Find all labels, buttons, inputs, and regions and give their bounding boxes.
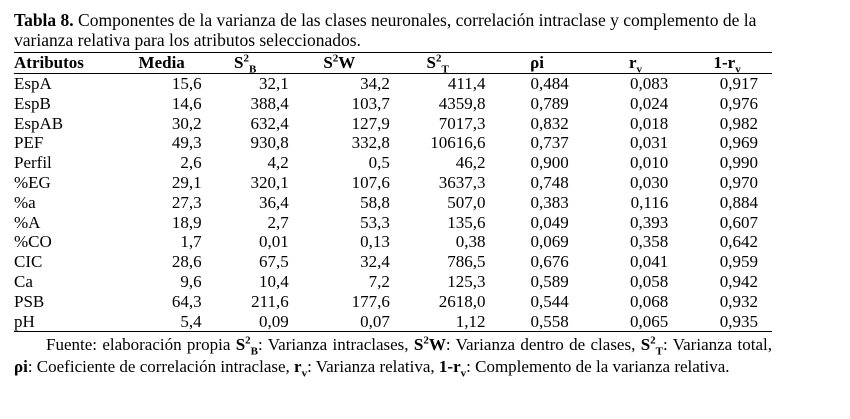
cell-media: 18,9 (171, 212, 202, 232)
header-rv: $r_v$ (628, 53, 642, 76)
cell-s2b: 32,1 (258, 74, 289, 93)
table-row (14, 94, 772, 114)
cell-s2w: 0,13 (360, 232, 390, 252)
cell-media: 64,3 (171, 291, 202, 311)
cell-rv: 0,018 (629, 113, 669, 133)
cell-s2t: 4359,8 (438, 93, 486, 113)
cell-1rv: 0,959 (719, 252, 758, 272)
cell-s2t: 0,38 (455, 232, 486, 252)
cell-rho: 0,069 (530, 232, 569, 252)
cell-s2t: 7017,3 (438, 113, 486, 133)
cell-s2b: 0,01 (258, 232, 289, 252)
cell-s2w: 53,3 (360, 212, 390, 232)
cell-s2b: 0,09 (258, 311, 289, 331)
cell-media: 49,3 (171, 133, 202, 153)
caption-label: Tabla 8. (14, 10, 74, 30)
cell-rho: 0,676 (530, 252, 569, 272)
note-1rv-text: : Complemento de la varianza relativa. (466, 357, 730, 377)
cell-s2w: 34,2 (360, 74, 390, 93)
cell-rho: 0,789 (530, 93, 569, 113)
cell-media: 5,4 (180, 311, 202, 331)
cell-1rv: 0,942 (719, 271, 758, 291)
cell-s2b: 36,4 (258, 192, 289, 212)
header-atributos: Atributos (14, 53, 84, 72)
cell-rho: 0,737 (530, 133, 569, 153)
cell-s2b: 632,4 (250, 113, 289, 133)
variance-table (14, 52, 772, 332)
cell-s2w: 58,8 (360, 192, 390, 212)
cell-atributo: %EG (14, 172, 51, 192)
cell-media: 30,2 (171, 113, 202, 133)
cell-atributo: EspAB (14, 113, 64, 133)
cell-media: 15,6 (171, 74, 202, 93)
table-row (14, 232, 772, 252)
cell-atributo: PEF (14, 133, 44, 153)
cell-rv: 0,068 (629, 291, 669, 311)
cell-rho: 0,383 (530, 192, 569, 212)
header-media: Media (138, 53, 185, 72)
note-lead: Fuente: elaboración propia (46, 335, 236, 355)
cell-atributo: %A (14, 212, 41, 232)
cell-rho: 0,748 (530, 172, 569, 192)
cell-1rv: 0,932 (719, 291, 758, 311)
cell-atributo: pH (14, 311, 35, 331)
table-row (14, 193, 772, 213)
cell-rv: 0,065 (629, 311, 669, 331)
note-s2b-symbol: $S^2_B$ (235, 334, 259, 358)
note-s2b-text: : Varianza intraclases, (258, 335, 414, 355)
table-row (14, 272, 772, 292)
note-s2t-symbol: $S^2_T$ (640, 334, 663, 358)
cell-atributo: Perfil (14, 153, 52, 173)
cell-1rv: 0,969 (719, 133, 758, 153)
cell-rv: 0,030 (629, 172, 669, 192)
cell-s2w: 107,6 (351, 172, 390, 192)
table-row (14, 153, 772, 173)
cell-rho: 0,832 (530, 113, 569, 133)
header-s2w: $S^2W$ (323, 52, 356, 72)
cell-rho: 0,484 (530, 74, 569, 93)
cell-rho: 0,900 (530, 153, 569, 173)
cell-s2w: 103,7 (351, 93, 390, 113)
cell-1rv: 0,642 (719, 232, 758, 252)
cell-s2b: 388,4 (250, 93, 289, 113)
cell-s2w: 177,6 (351, 291, 390, 311)
table-row (14, 252, 772, 272)
table-row (14, 74, 772, 94)
cell-s2t: 10616,6 (430, 133, 486, 153)
cell-s2b: 10,4 (258, 271, 289, 291)
cell-s2b: 4,2 (267, 153, 289, 173)
header-1rv: $1-r_v$ (713, 53, 741, 76)
cell-s2t: 125,3 (447, 271, 486, 291)
cell-rv: 0,031 (629, 133, 669, 153)
cell-rho: 0,558 (530, 311, 569, 331)
cell-atributo: EspA (14, 74, 52, 93)
cell-s2w: 0,07 (360, 311, 390, 331)
note-rv-text: : Varianza relativa, (307, 357, 439, 377)
header-row (14, 53, 772, 74)
cell-atributo: EspB (14, 93, 51, 113)
cell-rv: 0,358 (629, 232, 669, 252)
cell-s2t: 786,5 (447, 252, 486, 272)
cell-s2t: 3637,3 (438, 172, 486, 192)
cell-rho: 0,049 (530, 212, 569, 232)
cell-atributo: CIC (14, 252, 43, 272)
cell-s2b: 320,1 (250, 172, 289, 192)
cell-1rv: 0,917 (719, 74, 758, 93)
note-rho-text: : Coeficiente de correlación intraclase, (27, 357, 295, 377)
cell-rho: 0,544 (530, 291, 569, 311)
cell-s2t: 2618,0 (438, 291, 486, 311)
cell-s2t: 46,2 (455, 153, 486, 173)
note-s2t-text: : Varianza total, (663, 335, 772, 355)
cell-1rv: 0,935 (719, 311, 758, 331)
cell-media: 28,6 (171, 252, 202, 272)
cell-atributo: %CO (14, 232, 52, 252)
note-rho-symbol: ρi (14, 357, 28, 377)
table-row (14, 213, 772, 233)
table-row (14, 312, 772, 332)
cell-s2t: 1,12 (455, 311, 486, 331)
cell-media: 29,1 (171, 172, 202, 192)
cell-rv: 0,083 (629, 74, 669, 93)
cell-1rv: 0,607 (719, 212, 758, 232)
header-rho: ρi (530, 53, 544, 72)
note-rv-symbol: $r_v$ (294, 357, 308, 380)
cell-media: 1,7 (180, 232, 202, 252)
cell-rv: 0,116 (630, 192, 669, 212)
note-1rv-symbol: $1-r_v$ (438, 357, 467, 380)
table-row (14, 173, 772, 193)
note-s2w-symbol: $S^2W$ (413, 334, 446, 355)
cell-rv: 0,058 (629, 271, 669, 291)
cell-s2b: 930,8 (250, 133, 289, 153)
header-s2b: $S^2_B$ (234, 52, 257, 76)
cell-media: 9,6 (180, 271, 202, 291)
cell-s2w: 32,4 (360, 252, 390, 272)
document (14, 10, 772, 378)
cell-1rv: 0,970 (719, 172, 758, 192)
cell-atributo: PSB (14, 291, 45, 311)
cell-s2w: 127,9 (351, 113, 390, 133)
table-caption (14, 10, 772, 50)
cell-media: 27,3 (171, 192, 202, 212)
caption-text: Componentes de la varianza de las clases neuronales, correlación intraclase y complemento de la varianza relativa para los atributos seleccionados. (14, 10, 757, 50)
cell-atributo: %a (14, 192, 36, 212)
cell-s2w: 332,8 (351, 133, 390, 153)
note-s2w-text: : Varianza dentro de clases, (445, 335, 641, 355)
cell-1rv: 0,976 (719, 93, 758, 113)
cell-rv: 0,024 (629, 93, 669, 113)
cell-media: 2,6 (180, 153, 202, 173)
table-row (14, 292, 772, 312)
table-body (14, 74, 772, 332)
cell-rv: 0,010 (629, 153, 669, 173)
table-note (14, 334, 772, 378)
cell-s2w: 7,2 (368, 271, 390, 291)
cell-s2b: 211,6 (251, 291, 289, 311)
cell-s2w: 0,5 (368, 153, 390, 173)
cell-s2b: 2,7 (267, 212, 289, 232)
table-row (14, 133, 772, 153)
cell-1rv: 0,982 (719, 113, 758, 133)
cell-s2b: 67,5 (258, 252, 289, 272)
table-row (14, 114, 772, 134)
cell-s2t: 507,0 (447, 192, 486, 212)
cell-rho: 0,589 (530, 271, 569, 291)
cell-rv: 0,041 (629, 252, 669, 272)
cell-s2t: 411,4 (447, 74, 486, 93)
cell-rv: 0,393 (629, 212, 669, 232)
header-s2t: $S^2_T$ (426, 52, 449, 76)
cell-1rv: 0,884 (719, 192, 758, 212)
cell-atributo: Ca (14, 271, 33, 291)
cell-s2t: 135,6 (447, 212, 486, 232)
cell-1rv: 0,990 (719, 153, 758, 173)
cell-media: 14,6 (171, 93, 202, 113)
